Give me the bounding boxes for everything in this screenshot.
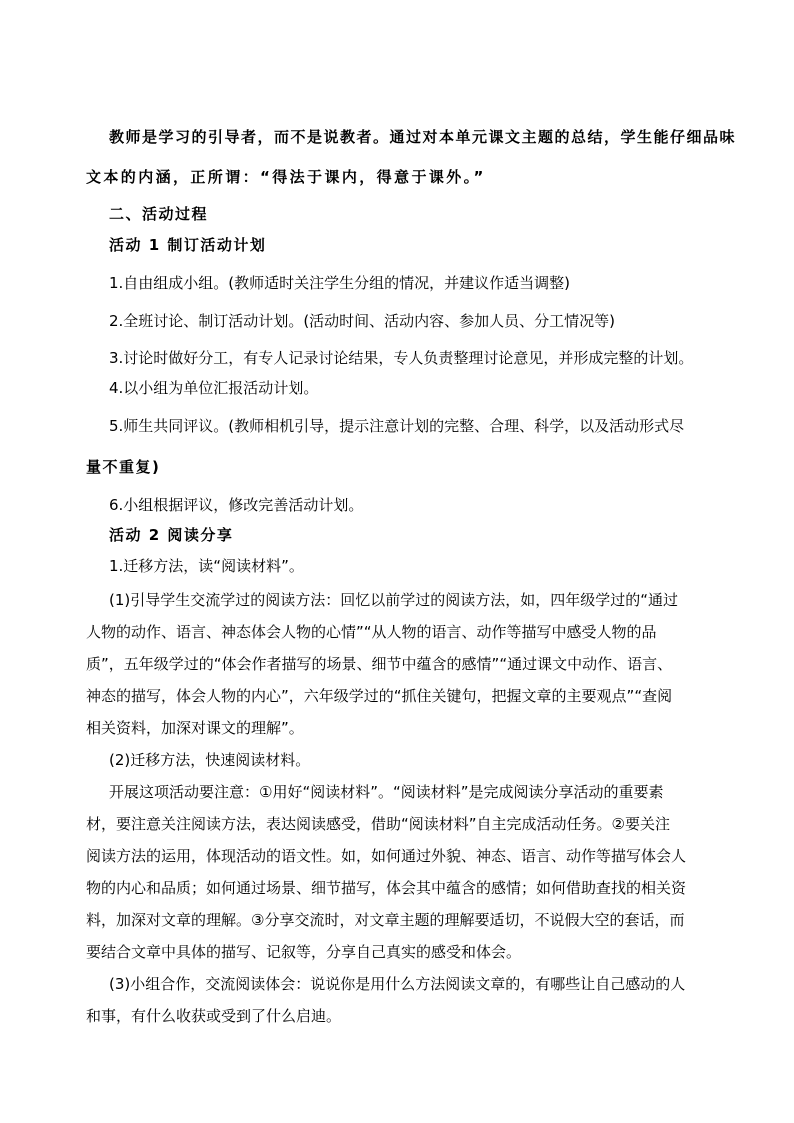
- paragraph-4-line-1: (3)小组合作，交流阅读体会：说说你是用什么方法阅读文章的，有哪些让自己感动的人: [109, 975, 686, 993]
- activity-1-step-3: 3.讨论时做好分工，有专人记录讨论结果，专人负责整理讨论意见，并形成完整的计划。: [109, 349, 694, 367]
- intro-line-1: 教师是学习的引导者，而不是说教者。通过对本单元课文主题的总结，学生能仔细品味: [109, 128, 737, 146]
- activity-1-step-1: 1.自由组成小组。(教师适时关注学生分组的情况，并建议作适当调整): [109, 274, 571, 292]
- paragraph-1-line-4: 神态的描写，体会人物的内心”，六年级学过的“抓住关键句，把握文章的主要观点”“查阅: [86, 687, 673, 705]
- intro-line-2: 文本的内涵，正所谓：“得法于课内，得意于课外。”: [86, 168, 486, 186]
- paragraph-3-line-3: 阅读方法的运用，体现活动的语文性。如，如何通过外貌、神态、语言、动作等描写体会人: [86, 847, 687, 865]
- paragraph-1-line-3: 质”，五年级学过的“体会作者描写的场景、细节中蕴含的感情”“通过课文中动作、语言、: [86, 655, 673, 673]
- paragraph-4-line-2: 和事，有什么收获或受到了什么启迪。: [86, 1007, 342, 1025]
- activity-1-step-5-line-1: 5.师生共同评议。(教师相机引导，提示注意计划的完整、合理、科学，以及活动形式尽: [109, 417, 685, 435]
- paragraph-3-line-5: 料，加深对文章的理解。③分享交流时，对文章主题的理解要适切，不说假大空的套话，而: [86, 911, 685, 929]
- activity-2-step-1: 1.迁移方法，读“阅读材料”。: [109, 557, 304, 575]
- paragraph-3-line-2: 材，要注意关注阅读方法，表达阅读感受，借助“阅读材料”自主完成活动任务。②要关注: [86, 815, 670, 833]
- paragraph-3-line-4: 物的内心和品质；如何通过场景、细节描写，体会其中蕴含的感情；如何借助查找的相关资: [86, 879, 687, 897]
- paragraph-1-line-5: 相关资料，加深对课文的理解”。: [86, 719, 304, 737]
- activity-1-step-2: 2.全班讨论、制订活动计划。(活动时间、活动内容、参加人员、分工情况等): [109, 312, 616, 330]
- activity-1-title: 活动 1 制订活动计划: [109, 236, 267, 254]
- paragraph-1-line-2: 人物的动作、语言、神态体会人物的心情”“从人物的语言、动作等描写中感受人物的品: [86, 623, 657, 641]
- paragraph-1-line-1: (1)引导学生交流学过的阅读方法：回忆以前学过的阅读方法，如，四年级学过的“通过: [109, 591, 679, 609]
- paragraph-2: (2)迁移方法，快速阅读材料。: [109, 751, 311, 769]
- paragraph-3-line-1: 开展这项活动要注意：①用好“阅读材料”。“阅读材料”是完成阅读分享活动的重要素: [109, 783, 664, 801]
- section-heading: 二、活动过程: [109, 205, 209, 223]
- activity-1-step-5-line-2: 量不重复): [86, 458, 161, 476]
- activity-1-step-6: 6.小组根据评议，修改完善活动计划。: [109, 496, 364, 514]
- activity-2-title: 活动 2 阅读分享: [109, 526, 234, 544]
- activity-1-step-4: 4.以小组为单位汇报活动计划。: [109, 379, 319, 397]
- paragraph-3-line-6: 要结合文章中具体的描写、记叙等，分享自己真实的感受和体会。: [86, 943, 522, 961]
